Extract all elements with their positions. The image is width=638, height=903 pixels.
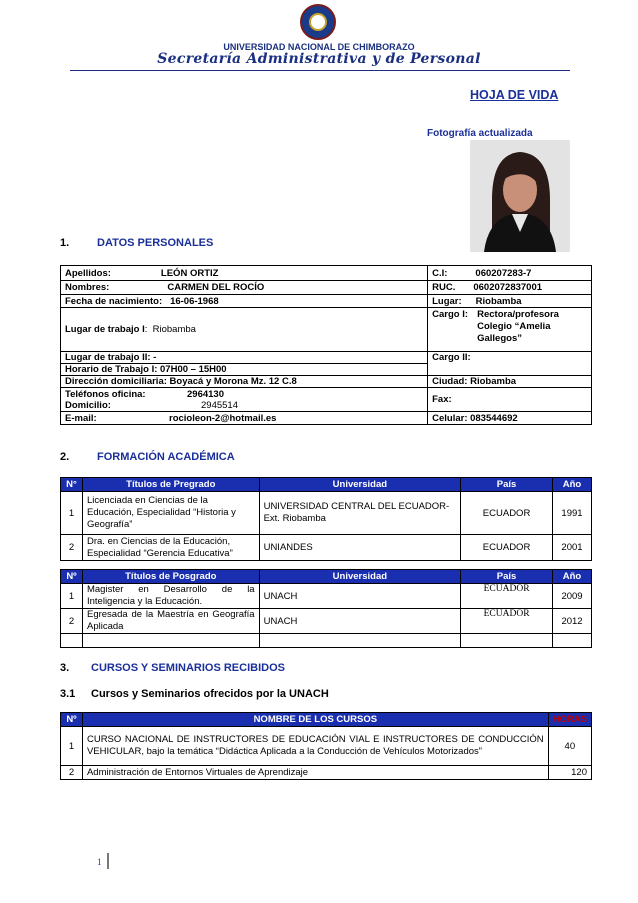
secretariat-name: Secretaría Administrativa y de Personal bbox=[157, 51, 481, 67]
pregrado-header-anio: Año bbox=[553, 478, 592, 492]
pregrado-table bbox=[60, 477, 592, 561]
table-row: 1 CURSO NACIONAL DE INSTRUCTORES DE EDUCACIÓN VIAL E INSTRUCTORES DE CONDUCCIÓN VEHICULAR, bajo la temática “Didáctica Aplicada a la Conducción de Vehículos Motorizados” 40 bbox=[61, 727, 592, 766]
pregrado-header-titulo: Títulos de Pregrado bbox=[82, 478, 259, 492]
nombres-cell: Nombres: CARMEN DEL ROCÍO bbox=[61, 281, 428, 295]
celular-cell: Celular: 083544692 bbox=[428, 412, 592, 425]
apellidos-cell: Apellidos: LEÓN ORTIZ bbox=[61, 266, 428, 281]
fecha-nacimiento-cell: Fecha de nacimiento: 16-06-1968 bbox=[61, 295, 428, 308]
posgrado-header-universidad: Universidad bbox=[259, 570, 461, 584]
table-row: 1 Magister en Desarrollo de la Inteligencia y la Educación. UNACH ECUADOR 2009 bbox=[61, 584, 592, 609]
cargo1-cell: Cargo I: Rectora/profesora Colegio “Amelia Gallegos” bbox=[428, 308, 592, 352]
table-row: 2 Administración de Entornos Virtuales de Aprendizaje 120 bbox=[61, 766, 592, 780]
section3-1-title: Cursos y Seminarios ofrecidos por la UNACH bbox=[91, 688, 329, 700]
cargo2-cell: Cargo II: bbox=[428, 352, 592, 376]
profile-photo bbox=[470, 140, 570, 252]
posgrado-header-titulo: Títulos de Posgrado bbox=[82, 570, 259, 584]
lugar-trabajo1-cell: Lugar de trabajo I: Riobamba bbox=[61, 308, 428, 352]
photo-label: Fotografía actualizada bbox=[427, 128, 533, 139]
table-row-empty bbox=[61, 634, 592, 648]
horario-cell: Horario de Trabajo I: 07H00 – 15H00 bbox=[61, 364, 428, 376]
section2-title: FORMACIÓN ACADÉMICA bbox=[97, 451, 235, 463]
posgrado-header-n: Nº bbox=[61, 570, 83, 584]
ruc-cell: RUC. 0602072837001 bbox=[428, 281, 592, 295]
ci-cell: C.I: 060207283-7 bbox=[428, 266, 592, 281]
courses-header-n: Nº bbox=[61, 713, 83, 727]
ciudad-cell: Ciudad: Riobamba bbox=[428, 376, 592, 388]
telefonos-cell: Teléfonos oficina: 2964130 Domicilio: 2945514 bbox=[61, 388, 428, 412]
table-row: 2 Egresada de la Maestría en Geografía Aplicada UNACH ECUADOR 2012 bbox=[61, 609, 592, 634]
header-rule bbox=[70, 70, 570, 71]
page-number-bar bbox=[107, 853, 109, 869]
courses-header-horas: HORAS bbox=[548, 713, 591, 727]
email-cell: E-mail: rocioleon-2@hotmail.es bbox=[61, 412, 428, 425]
table-row: 2 Dra. en Ciencias de la Educación, Especialidad “Gerencia Educativa” UNIANDES ECUADOR 2001 bbox=[61, 535, 592, 561]
university-name: UNIVERSIDAD NACIONAL DE CHIMBORAZO bbox=[223, 42, 415, 52]
direccion-cell: Dirección domiciliaria: Boyacá y Morona Mz. 12 C.8 bbox=[61, 376, 428, 388]
page-number: 1 bbox=[97, 857, 102, 867]
posgrado-table bbox=[60, 569, 592, 648]
pregrado-header-n: N° bbox=[61, 478, 83, 492]
courses-header-nombre: NOMBRE DE LOS CURSOS bbox=[82, 713, 548, 727]
section3-title: CURSOS Y SEMINARIOS RECIBIDOS bbox=[91, 662, 285, 674]
section3-number: 3. bbox=[60, 662, 70, 674]
university-seal-icon bbox=[300, 4, 336, 40]
section2-number: 2. bbox=[60, 451, 70, 463]
posgrado-header-pais: País bbox=[461, 570, 553, 584]
personal-data-table bbox=[60, 265, 592, 425]
lugar-trabajo2-cell: Lugar de trabajo II: - bbox=[61, 352, 428, 364]
pregrado-header-universidad: Universidad bbox=[259, 478, 461, 492]
table-row: 1 Licenciada en Ciencias de la Educación, Especialidad “Historia y Geografía” UNIVERSIDAD CENTRAL DEL ECUADOR- Ext. Riobamba ECUADOR 1991 bbox=[61, 492, 592, 535]
fax-cell: Fax: bbox=[428, 388, 592, 412]
courses-table bbox=[60, 712, 592, 780]
document-title: HOJA DE VIDA bbox=[470, 88, 559, 102]
pregrado-header-pais: País bbox=[461, 478, 553, 492]
section3-1-number: 3.1 bbox=[60, 688, 76, 700]
section1-number: 1. bbox=[60, 237, 70, 249]
lugar-cell: Lugar: Riobamba bbox=[428, 295, 592, 308]
section1-title: DATOS PERSONALES bbox=[97, 237, 214, 249]
posgrado-header-anio: Año bbox=[553, 570, 592, 584]
